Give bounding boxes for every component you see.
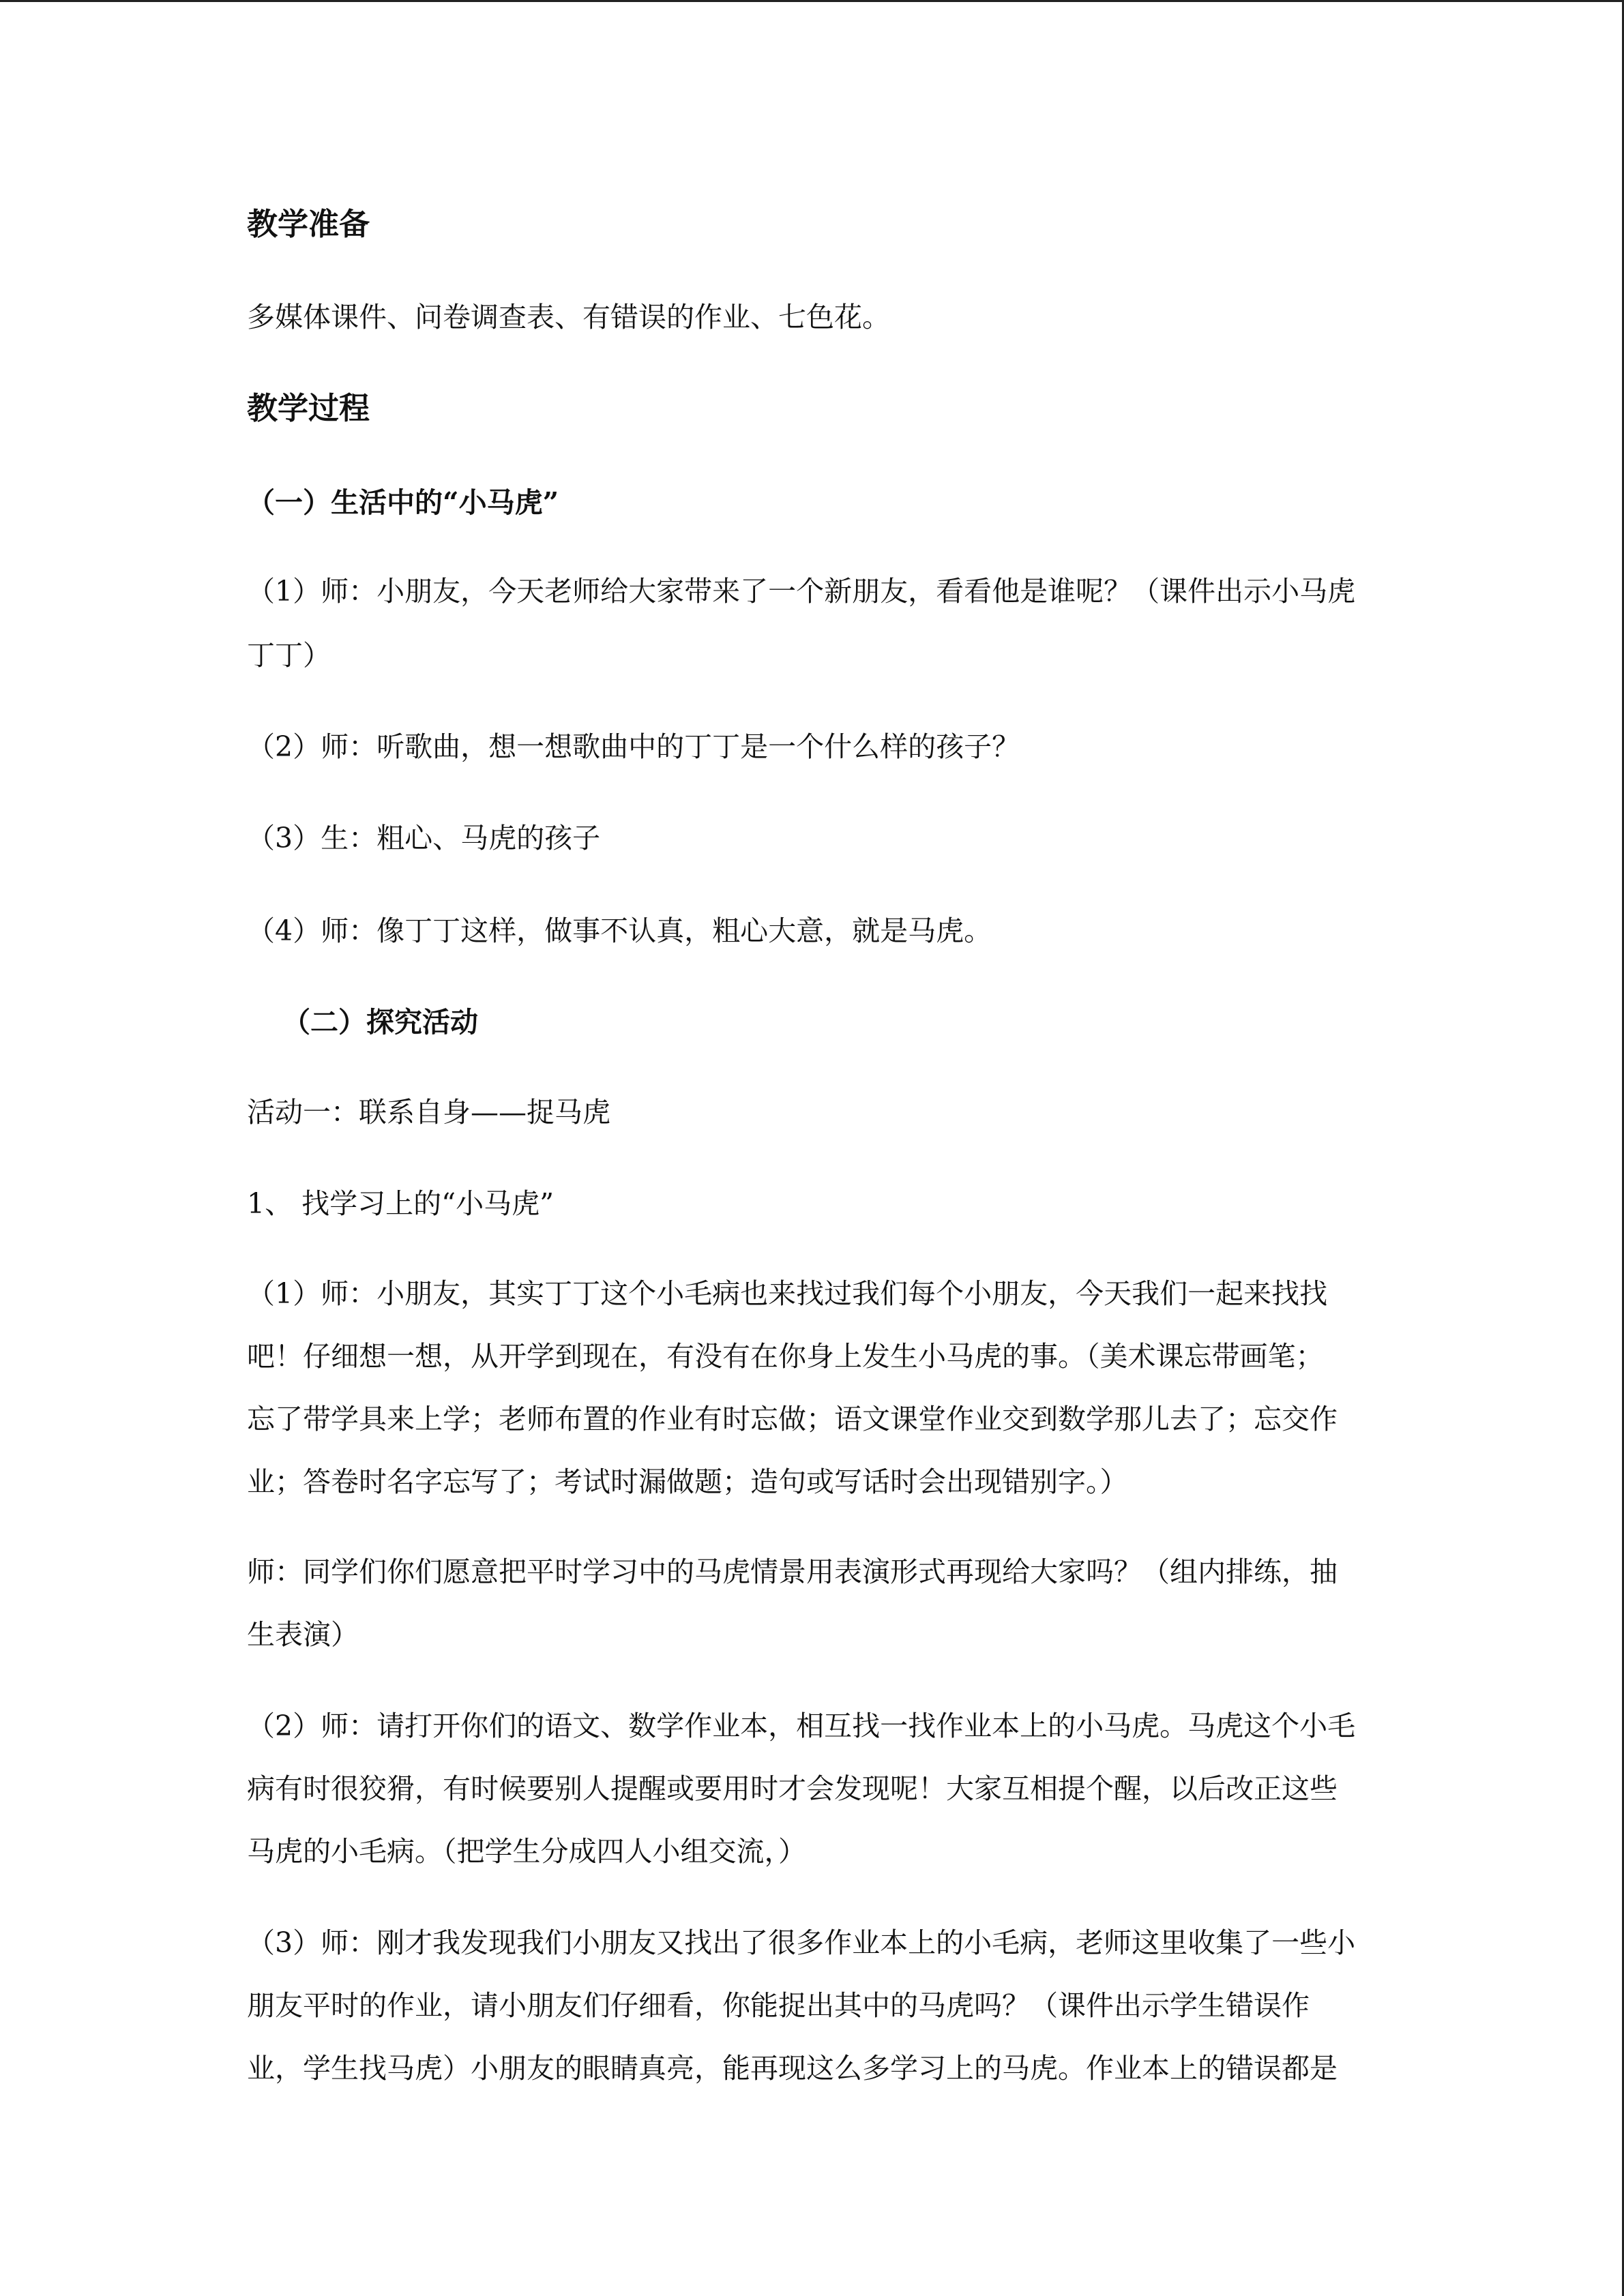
paragraph-line: 朋友平时的作业，请小朋友们仔细看，你能捉出其中的马虎吗？（课件出示学生错误作: [247, 1989, 1310, 2022]
paragraph-line: 吧！仔细想一想，从开学到现在，有没有在你身上发生小马虎的事。（美术课忘带画笔；: [247, 1340, 1324, 1373]
section-heading-process: 教学过程: [247, 390, 370, 426]
paragraph-line: 丁丁）: [247, 639, 331, 672]
subheading-part-one: （一）生活中的“小马虎”: [247, 486, 559, 519]
paragraph-line: （2）师：听歌曲，想一想歌曲中的丁丁是一个什么样的孩子？: [247, 730, 1020, 763]
paragraph-line: 生表演）: [247, 1618, 359, 1651]
paragraph-line: 忘了带学具来上学；老师布置的作业有时忘做；语文课堂作业交到数学那儿去了；忘交作: [247, 1403, 1338, 1435]
paragraph-line: 师：同学们你们愿意把平时学习中的马虎情景用表演形式再现给大家吗？（组内排练，抽: [247, 1555, 1338, 1588]
paragraph-line: 1、 找学习上的“小马虎”: [247, 1187, 555, 1220]
paragraph-line: （1）师：小朋友，其实丁丁这个小毛病也来找过我们每个小朋友，今天我们一起来找找: [247, 1277, 1328, 1310]
paragraph-line: 多媒体课件、问卷调查表、有错误的作业、七色花。: [247, 301, 890, 333]
paragraph-line: （4）师：像丁丁这样，做事不认真，粗心大意，就是马虎。: [247, 914, 992, 947]
paragraph-line: 业；答卷时名字忘写了；考试时漏做题；造句或写话时会出现错别字。）: [247, 1465, 1128, 1498]
paragraph-line: 病有时很狡猾，有时候要别人提醒或要用时才会发现呢！大家互相提个醒，以后改正这些: [247, 1772, 1338, 1805]
paragraph-line: （3）生：粗心、马虎的孩子: [247, 822, 601, 854]
paragraph-line: （2）师：请打开你们的语文、数学作业本，相互找一找作业本上的小马虎。马虎这个小毛: [247, 1710, 1356, 1742]
paragraph-line: 马虎的小毛病。（把学生分成四人小组交流，）: [247, 1835, 806, 1868]
paragraph-line: 业，学生找马虎）小朋友的眼睛真亮，能再现这么多学习上的马虎。作业本上的错误都是: [247, 2052, 1338, 2085]
paragraph-line: 活动一：联系自身——捉马虎: [247, 1096, 610, 1129]
section-heading-preparation: 教学准备: [247, 206, 370, 242]
subheading-part-two: （二）探究活动: [282, 1006, 478, 1039]
paragraph-line: （1）师：小朋友，今天老师给大家带来了一个新朋友，看看他是谁呢？（课件出示小马虎: [247, 575, 1356, 608]
paragraph-line: （3）师：刚才我发现我们小朋友又找出了很多作业本上的小毛病，老师这里收集了一些小: [247, 1926, 1356, 1959]
